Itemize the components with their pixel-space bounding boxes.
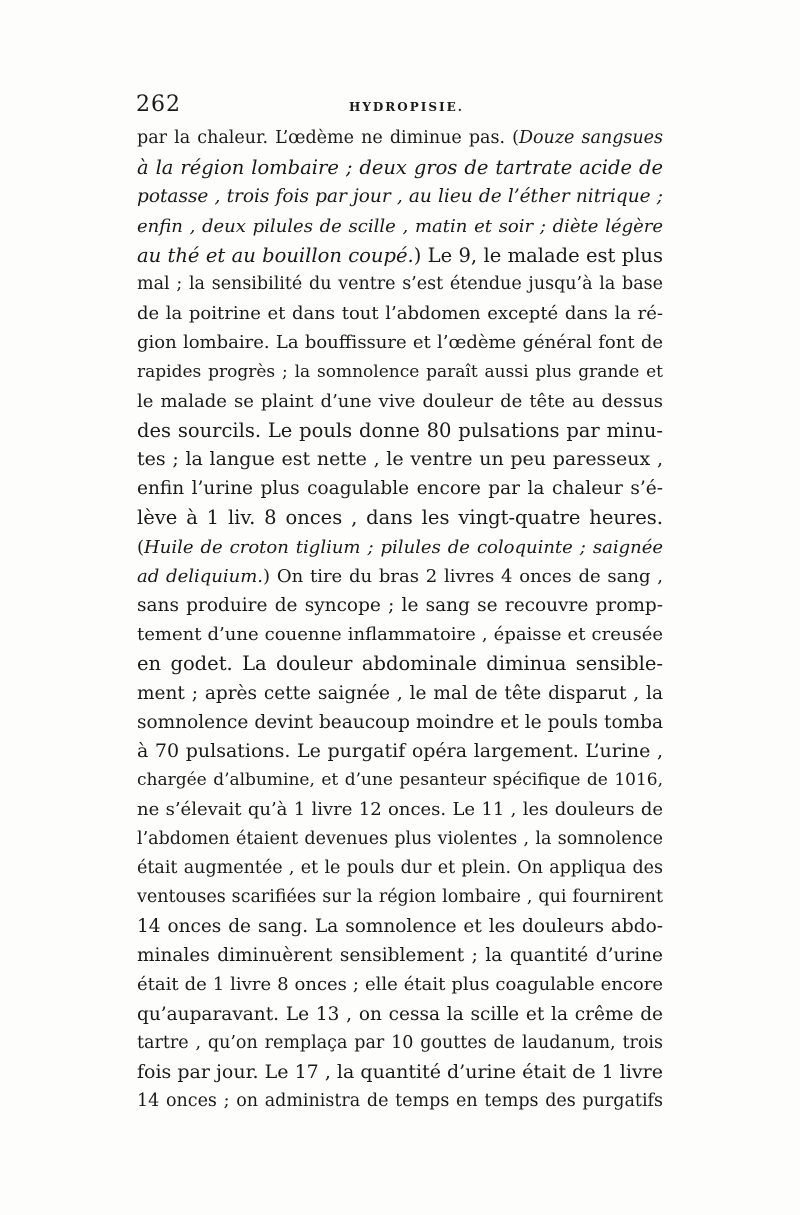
text-segment: minales diminuèrent sensiblement ; la quantité d’urine	[137, 945, 663, 967]
text-segment: était de 1 livre 8 onces ; elle était plus coagulable encore	[137, 974, 663, 996]
running-title: HYDROPISIE.	[349, 100, 464, 114]
text-segment: tartre , qu’on remplaça par 10 gouttes de laudanum, trois	[137, 1032, 663, 1053]
italic-text: Douze sangsues	[518, 128, 664, 148]
text-segment: l’abdomen étaient devenues plus violentes , la somnolence	[137, 828, 663, 849]
italic-text: au thé et au bouillon coupé.	[137, 243, 414, 267]
page-header	[136, 92, 666, 122]
text-line	[137, 883, 663, 912]
text-segment: rapides progrès ; la somnolence paraît aussi plus grande et	[137, 361, 663, 382]
text-segment: ment ; après cette saignée , le mal de tête disparut , la	[137, 682, 663, 704]
text-segment: qu’auparavant. Le 13 , on cessa la scille et la crême de	[137, 1003, 663, 1025]
text-line	[137, 1029, 663, 1058]
text-segment: était augmentée , et le pouls dur et plein. On appliqua des	[137, 857, 663, 878]
italic-text: potasse , trois fois par jour , au lieu de l’éther nitrique ;	[137, 186, 663, 208]
text-line	[137, 328, 663, 357]
text-segment: à 70 pulsations. Le purgatif opéra largement. L’urine ,	[137, 739, 663, 762]
text-line	[137, 620, 663, 649]
text-segment: gion lombaire. La bouffissure et l’œdème général font de	[137, 332, 663, 354]
text-segment: ) Le 9, le malade est plus	[413, 243, 663, 267]
text-line	[137, 1087, 663, 1116]
text-line	[137, 533, 663, 562]
text-segment: (	[137, 536, 145, 558]
text-line	[137, 649, 663, 678]
text-segment: des sourcils. Le pouls donne 80 pulsations par minu-	[137, 418, 663, 442]
text-segment: 14 onces de sang. La somnolence et les douleurs abdo-	[137, 916, 663, 938]
text-line	[137, 1058, 663, 1087]
italic-text: Huile de croton tiglium ; pilules de coloquinte ; saignée	[144, 536, 663, 558]
text-segment: somnolence devint beaucoup moindre et le pouls tomba	[137, 711, 663, 733]
text-segment: enfin l’urine plus coagulable encore par la chaleur s’é-	[137, 478, 663, 500]
text-line	[137, 387, 663, 416]
text-segment: ne s’élevait qu’à 1 livre 12 onces. Le 11 , les douleurs de	[137, 799, 663, 821]
text-line	[137, 153, 663, 182]
text-segment: lève à 1 liv. 8 onces , dans les vingt-quatre heures.	[137, 506, 663, 530]
page-number: 262	[136, 92, 181, 117]
text-line	[137, 270, 663, 299]
italic-text: enfin , deux pilules de scille , matin et soir ; diète légère	[137, 215, 663, 237]
italic-text: à la région lombaire ; deux gros de tartrate acide de	[137, 156, 663, 180]
text-line	[137, 941, 663, 970]
text-line	[137, 474, 663, 503]
text-line	[137, 445, 663, 474]
text-line	[137, 825, 663, 854]
text-line	[137, 182, 663, 211]
text-line	[137, 124, 663, 153]
text-line	[137, 299, 663, 328]
text-segment: le malade se plaint d’une vive douleur de tête au dessus	[137, 390, 663, 412]
text-segment: en godet. La douleur abdominale diminua sensible-	[137, 652, 663, 676]
text-segment: tement d’une couenne inflammatoire , épaisse et creusée	[137, 624, 663, 646]
text-segment: chargée d’albumine, et d’une pesanteur spécifique de 1016,	[137, 770, 663, 791]
text-line	[137, 679, 663, 708]
text-segment: tes ; la langue est nette , le ventre un peu paresseux ,	[137, 448, 663, 471]
text-segment: par la chaleur. L’œdème ne diminue pas. (	[137, 128, 519, 148]
text-line	[137, 737, 663, 766]
text-line	[137, 241, 663, 270]
text-segment: mal ; la sensibilité du ventre s’est étendue jusqu’à la base	[137, 273, 663, 294]
text-line	[137, 591, 663, 620]
text-line	[137, 212, 663, 241]
text-segment: sans produire de syncope ; le sang se recouvre promp-	[137, 595, 663, 616]
body-text	[137, 124, 663, 1116]
text-segment: de la poitrine et dans tout l’abdomen excepté dans la ré-	[137, 303, 663, 325]
text-segment: ) On tire du bras 2 livres 4 onces de sang ,	[263, 565, 664, 587]
text-line	[137, 503, 663, 532]
text-line	[137, 766, 663, 795]
text-segment: ventouses scarifiées sur la région lombaire , qui fournirent	[137, 886, 663, 907]
text-line	[137, 795, 663, 824]
text-segment: fois par jour. Le 17 , la quantité d’urine était de 1 livre	[137, 1061, 663, 1083]
text-line	[137, 1000, 663, 1029]
text-segment: 14 onces ; on administra de temps en temps des purgatifs	[137, 1091, 663, 1112]
text-line	[137, 562, 663, 591]
text-line	[137, 854, 663, 883]
text-line	[137, 416, 663, 445]
text-line	[137, 358, 663, 387]
italic-text: ad deliquium.	[137, 565, 263, 587]
text-line	[137, 970, 663, 999]
text-line	[137, 912, 663, 941]
text-line	[137, 708, 663, 737]
